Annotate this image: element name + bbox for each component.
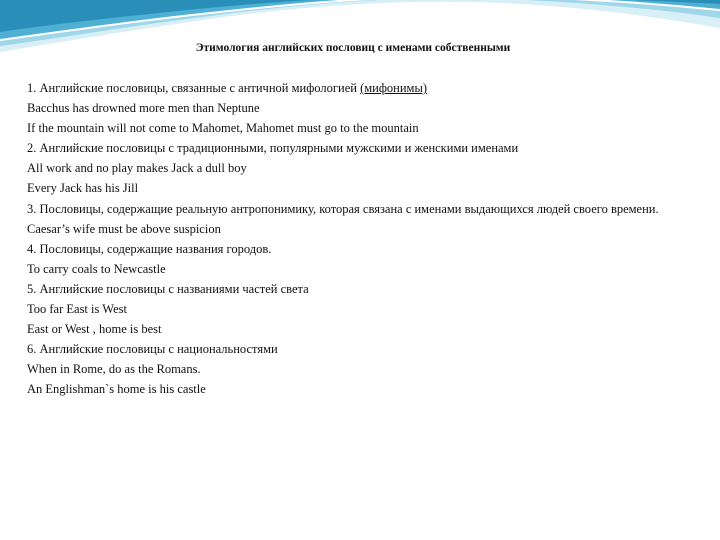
list-item-heading-4: 4. Пословицы, содержащие названия городов. xyxy=(27,241,272,256)
header-wave-decoration xyxy=(0,0,720,80)
list-item-proverb: Every Jack has his Jill xyxy=(27,181,139,196)
list-item-heading-1 xyxy=(27,78,687,98)
list-item-proverb: If the mountain will not come to Mahomet, Mahomet must go to the mountain xyxy=(27,121,419,136)
list-item-heading-5: 5. Английские пословицы с названиями частей света xyxy=(27,281,309,296)
list-item-heading-2: 2. Английские пословицы с традиционными, популярными мужскими и женскими именами xyxy=(27,141,519,156)
proverb-list xyxy=(27,78,687,399)
list-item-proverb: All work and no play makes Jack a dull boy xyxy=(27,161,247,176)
item-text: 1. Английские пословицы, связанные с античной мифологией xyxy=(27,81,361,95)
list-item-proverb: An Englishman`s home is his castle xyxy=(27,382,206,397)
slide-title: Этимология английских пословиц с именами собственными xyxy=(195,42,511,54)
list-item-proverb: Caesar’s wife must be above suspicion xyxy=(27,221,221,236)
underlined-term: (мифонимы) xyxy=(360,81,428,95)
list-item-heading-6: 6. Английские пословицы с национальностями xyxy=(27,342,278,357)
list-item-proverb: East or West , home is best xyxy=(27,322,162,337)
list-item-proverb: To carry coals to Newcastle xyxy=(27,261,166,276)
list-item-proverb: When in Rome, do as the Romans. xyxy=(27,362,201,377)
list-item-proverb: Too far East is West xyxy=(27,301,127,316)
list-item-proverb: Bacchus has drowned more men than Neptune xyxy=(27,101,260,116)
list-item-heading-3: 3. Пословицы, содержащие реальную антропонимику, которая связана с именами выдающихся людей своего времени. xyxy=(27,201,659,216)
